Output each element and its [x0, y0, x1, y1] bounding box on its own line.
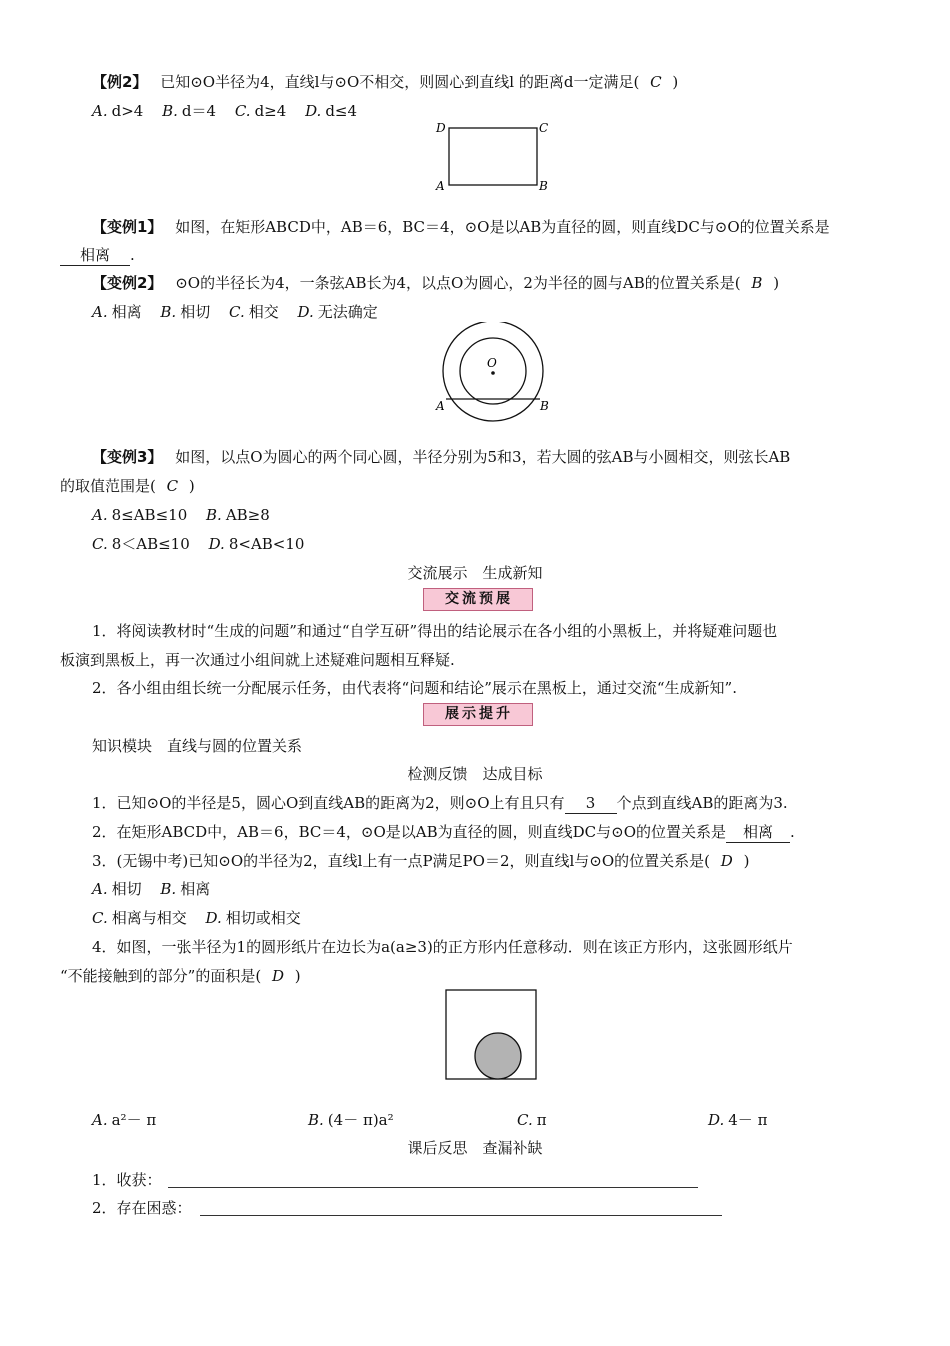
label-b: B	[539, 179, 548, 193]
rectangle-figure	[432, 118, 552, 198]
question-text: 1．已知⊙O的半径是5，圆心O到直线AB的距离为2，则⊙O上有且只有	[92, 794, 565, 812]
exchange-banner	[423, 588, 533, 611]
paren-close: )	[672, 73, 679, 91]
question-text: 如图，在矩形ABCD中，AB＝6，BC＝4，⊙O是以AB为直径的圆，则直线DC与⊙O的位置关系是	[175, 218, 830, 236]
option-letter: C.	[92, 909, 108, 927]
example-tag: 【例2】	[92, 73, 148, 91]
option-letter: C.	[229, 303, 245, 321]
reflect-gains-label: 1．收获：	[92, 1171, 162, 1189]
option-letter: B.	[160, 303, 177, 321]
check-question-4-cont	[60, 966, 301, 986]
answer-blank: 相离	[726, 822, 790, 843]
variant-tag: 【变例3】	[92, 448, 163, 466]
banner-char: 展	[496, 591, 511, 607]
variant-3-options-cd	[92, 534, 318, 554]
option-text: 8＜AB≤10	[111, 535, 190, 553]
banner-char: 提	[479, 706, 494, 722]
knowledge-module: 知识模块 直线与圆的位置关系	[92, 737, 303, 755]
option-text: d>4	[111, 102, 144, 120]
paren-close: )	[294, 967, 301, 985]
check-question-4-option-b	[308, 1110, 394, 1130]
label-a: A	[436, 179, 445, 193]
banner-char: 流	[462, 591, 477, 607]
option-text: 8<AB<10	[228, 535, 305, 553]
check-question-3	[92, 851, 749, 871]
option-text: d＝4	[181, 102, 217, 120]
paren-close: )	[773, 274, 780, 292]
variant-2-question	[92, 273, 779, 293]
option-text: 相离	[180, 880, 211, 898]
check-question-3-options-cd	[92, 908, 315, 928]
question-text: 已知⊙O半径为4，直线l与⊙O不相交，则圆心到直线l 的距离d一定满足(	[160, 73, 640, 91]
banner-char: 交	[445, 591, 460, 607]
label-d: D	[436, 121, 446, 135]
question-text: “不能接触到的部分”的面积是(	[60, 967, 262, 985]
period: .	[130, 246, 135, 264]
option-letter: A.	[92, 303, 108, 321]
exchange-paragraph-1-cont: 板演到黑板上，再一次通过小组间就上述疑难问题相互释疑.	[60, 651, 455, 669]
question-text: 3．(无锡中考)已知⊙O的半径为2，直线l上有一点P满足PO＝2，则直线l与⊙O的位置关系是(	[92, 852, 710, 870]
question-text: 个点到直线AB的距离为3.	[616, 794, 788, 812]
option-text: 相切或相交	[225, 909, 301, 927]
answer: C	[650, 73, 662, 91]
answer: D	[271, 967, 285, 985]
center-point	[491, 371, 495, 375]
check-question-4-option-d	[708, 1110, 767, 1130]
variant-1-question	[92, 217, 830, 237]
banner-char: 预	[479, 591, 494, 607]
question-text: 如图，以点O为圆心的两个同心圆，半径分别为5和3，若大圆的弦AB与小圆相交，则弦长AB	[175, 448, 791, 466]
label-o: O	[487, 356, 497, 370]
variant-3-question	[92, 447, 790, 467]
label-a: A	[436, 399, 445, 413]
option-letter: B.	[308, 1111, 324, 1129]
question-text: ⊙O的半径长为4，一条弦AB长为4，以点O为圆心，2为半径的圆与AB的位置关系是(	[175, 274, 741, 292]
label-c: C	[539, 121, 549, 135]
section-title-reflect: 课后反思 查漏补缺	[407, 1139, 543, 1157]
answer-blank: 3	[565, 793, 617, 814]
circular-paper	[475, 1033, 521, 1079]
option-text: a²－ π	[111, 1111, 157, 1129]
option-letter: C.	[234, 102, 251, 120]
option-letter: D.	[205, 909, 222, 927]
example-2-options	[92, 101, 371, 121]
option-text: 相离	[111, 303, 142, 321]
option-letter: C.	[517, 1111, 533, 1129]
option-letter: A.	[92, 506, 108, 524]
option-letter: B.	[162, 102, 178, 120]
option-letter: A.	[92, 102, 108, 120]
small-circle	[460, 338, 526, 404]
gains-fill-line[interactable]	[168, 1187, 698, 1188]
variant-3-question-cont	[60, 476, 195, 496]
variant-tag: 【变例1】	[92, 218, 163, 236]
question-text: 2．在矩形ABCD中，AB＝6，BC＝4，⊙O是以AB为直径的圆，则直线DC与⊙O的位置关系是	[92, 823, 726, 841]
check-question-1	[92, 793, 788, 814]
period: .	[790, 823, 795, 841]
option-text: 8≤AB≤10	[111, 506, 188, 524]
check-question-4-option-a	[92, 1110, 156, 1130]
option-text: 相交	[248, 303, 279, 321]
variant-1-answer-line	[60, 245, 135, 266]
option-text: 相离与相交	[111, 909, 187, 927]
exchange-paragraph-1: 1．将阅读教材时“生成的问题”和通过“自学互研”得出的结论展示在各小组的小黑板上，并将疑难问题也	[92, 622, 778, 640]
paren-close: )	[188, 477, 195, 495]
variant-2-options	[92, 302, 392, 322]
option-letter: C.	[92, 535, 108, 553]
variant-tag: 【变例2】	[92, 274, 163, 292]
show-banner	[423, 703, 533, 726]
square-paper-figure	[444, 988, 540, 1082]
answer: B	[751, 274, 763, 292]
option-letter: D.	[297, 303, 314, 321]
option-text: (4－ π)a²	[327, 1111, 394, 1129]
answer: D	[720, 852, 733, 870]
section-title-check: 检测反馈 达成目标	[407, 765, 543, 783]
rectangle-abcd	[449, 128, 537, 185]
option-letter: A.	[92, 1111, 108, 1129]
reflect-doubts-label: 2．存在困惑：	[92, 1199, 192, 1217]
option-letter: B.	[160, 880, 177, 898]
banner-char: 展	[445, 706, 460, 722]
check-question-4: 4．如图，一张半径为1的圆形纸片在边长为a(a≥3)的正方形内任意移动．则在该正方形内，这张圆形纸片	[92, 938, 793, 956]
option-text: d≤4	[325, 102, 358, 120]
option-text: 4－ π	[728, 1111, 768, 1129]
option-text: 无法确定	[317, 303, 378, 321]
check-question-2	[92, 822, 795, 843]
question-text: 的取值范围是(	[60, 477, 156, 495]
doubts-fill-line[interactable]	[200, 1215, 722, 1216]
check-question-3-options-ab	[92, 879, 224, 899]
check-question-4-option-c	[517, 1110, 547, 1130]
exchange-paragraph-2: 2．各小组由组长统一分配展示任务，由代表将“问题和结论”展示在黑板上，通过交流“生成新知”.	[92, 679, 737, 697]
option-text: d≥4	[254, 102, 287, 120]
option-text: 相切	[111, 880, 142, 898]
concentric-circles-figure	[430, 322, 560, 422]
example-2-question	[92, 72, 678, 92]
label-b: B	[540, 399, 549, 413]
banner-char: 示	[462, 706, 477, 722]
section-title-exchange: 交流展示 生成新知	[407, 564, 543, 582]
option-letter: A.	[92, 880, 108, 898]
option-letter: B.	[206, 506, 222, 524]
answer-blank: 相离	[60, 245, 130, 266]
answer: C	[166, 477, 179, 495]
option-letter: D.	[708, 1111, 725, 1129]
option-letter: D.	[208, 535, 225, 553]
option-letter: D.	[305, 102, 322, 120]
paren-close: )	[743, 852, 750, 870]
banner-char: 升	[496, 706, 511, 722]
option-text: 相切	[180, 303, 211, 321]
variant-3-options-ab	[92, 505, 284, 525]
option-text: AB≥8	[225, 506, 270, 524]
option-text: π	[536, 1111, 547, 1129]
